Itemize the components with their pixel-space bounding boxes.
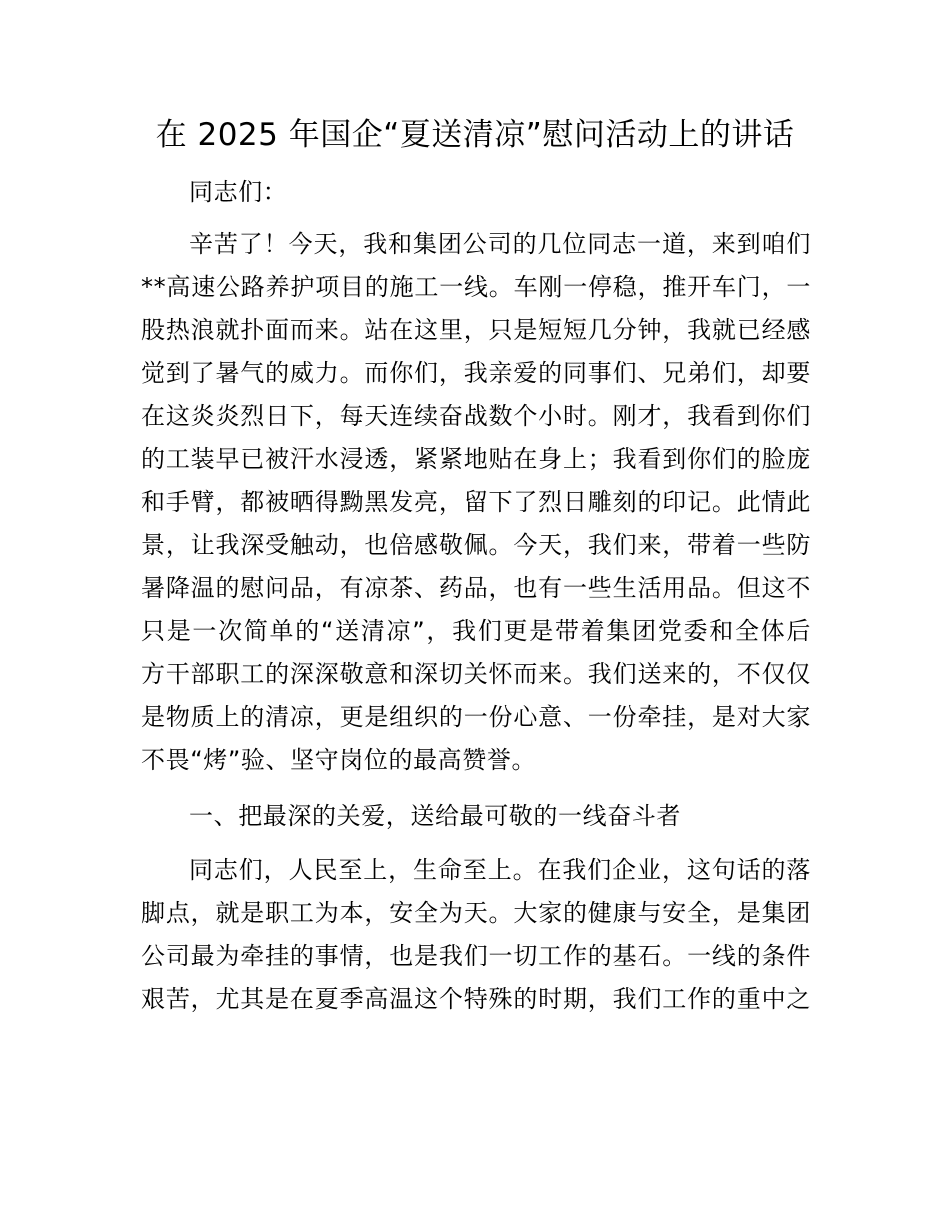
paragraph-line: 只是一次简单的“送清凉”，我们更是带着集团党委和全体后 <box>141 617 811 645</box>
paragraph-line: 股热浪就扑面而来。站在这里，只是短短几分钟，我就已经感 <box>141 316 811 344</box>
document-title: 在 2025 年国企“夏送清凉”慰问活动上的讲话 <box>155 117 795 153</box>
paragraph-line: 艰苦，尤其是在夏季高温这个特殊的时期，我们工作的重中之 <box>141 985 811 1013</box>
paragraph-line: 的工装早已被汗水浸透，紧紧地贴在身上；我看到你们的脸庞 <box>141 445 811 473</box>
paragraph-line: 暑降温的慰问品，有凉茶、药品，也有一些生活用品。但这不 <box>141 574 811 602</box>
paragraph-line: 公司最为牵挂的事情，也是我们一切工作的基石。一线的条件 <box>141 942 811 970</box>
paragraph-line: 是物质上的清凉，更是组织的一份心意、一份牵挂，是对大家 <box>141 703 811 731</box>
paragraph-line: 不畏“烤”验、坚守岗位的最高赞誉。 <box>141 746 537 774</box>
salutation: 同志们： <box>189 178 288 206</box>
paragraph-line: 脚点，就是职工为本，安全为天。大家的健康与安全，是集团 <box>141 899 811 927</box>
paragraph-line: **高速公路养护项目的施工一线。车刚一停稳，推开车门，一 <box>141 273 811 301</box>
paragraph-line: 同志们，人民至上，生命至上。在我们企业，这句话的落 <box>189 856 811 884</box>
paragraph-line: 觉到了暑气的威力。而你们，我亲爱的同事们、兄弟们，却要 <box>141 359 811 387</box>
paragraph-line: 方干部职工的深深敬意和深切关怀而来。我们送来的，不仅仅 <box>141 660 811 688</box>
paragraph-line: 景，让我深受触动，也倍感敬佩。今天，我们来，带着一些防 <box>141 531 811 559</box>
paragraph-line: 和手臂，都被晒得黝黑发亮，留下了烈日雕刻的印记。此情此 <box>141 488 811 516</box>
paragraph-line: 在这炎炎烈日下，每天连续奋战数个小时。刚才，我看到你们 <box>141 402 811 430</box>
section-heading: 一、把最深的关爱，送给最可敬的一线奋斗者 <box>189 802 681 830</box>
paragraph-line: 辛苦了！今天，我和集团公司的几位同志一道，来到咱们 <box>189 230 811 258</box>
